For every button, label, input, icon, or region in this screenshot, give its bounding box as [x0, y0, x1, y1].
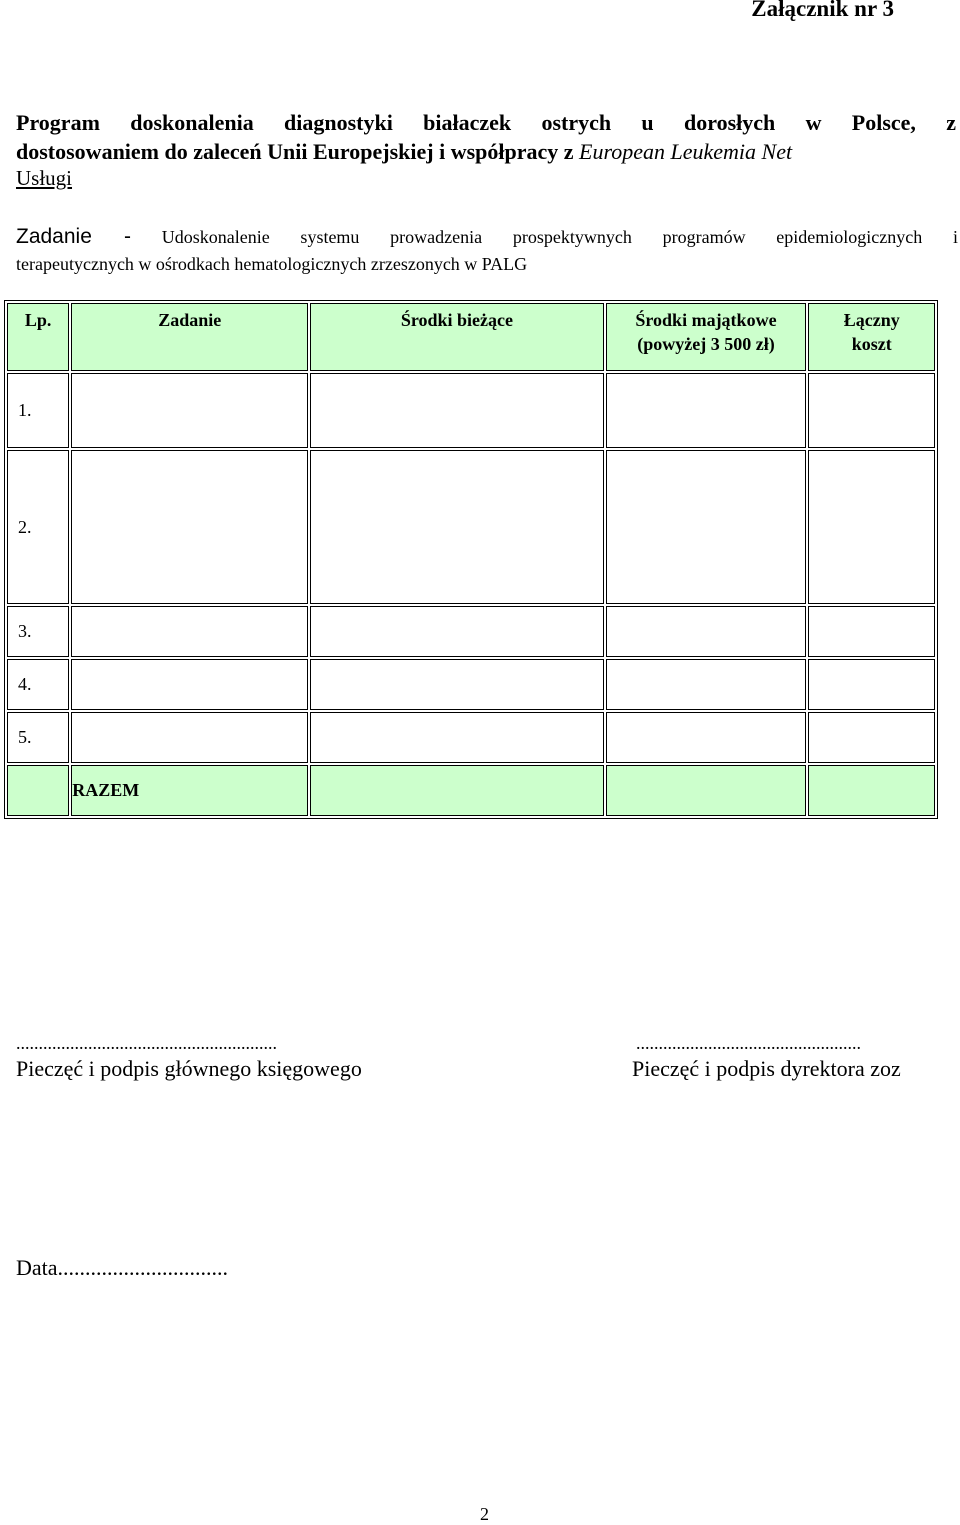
total-cost-cell[interactable] — [808, 765, 935, 816]
task-description — [16, 223, 958, 278]
header-capital-funds — [606, 303, 807, 371]
task-line1 — [16, 223, 958, 251]
row-task-cell[interactable] — [71, 712, 308, 763]
row-capital-cell[interactable] — [606, 712, 807, 763]
total-label: RAZEM — [71, 765, 308, 816]
director-signature-line: .................................................. — [636, 1033, 861, 1053]
row-task-cell[interactable] — [71, 450, 308, 604]
table-header-row — [7, 303, 935, 371]
header-task: Zadanie — [71, 303, 308, 371]
accountant-signature-line: .......................................................... — [16, 1033, 277, 1053]
table-total-row — [7, 765, 935, 816]
header-current-funds: Środki bieżące — [310, 303, 603, 371]
program-title-line1: Program doskonalenia diagnostyki białaczek ostrych u dorosłych w Polsce, z — [16, 110, 956, 135]
row-task-cell[interactable] — [71, 606, 308, 657]
row-lp: 4. — [7, 659, 69, 710]
table-row — [7, 373, 935, 448]
budget-table — [4, 300, 938, 819]
services-label: Usługi — [16, 166, 73, 190]
header-total-cost — [808, 303, 935, 371]
row-current-cell[interactable] — [310, 659, 603, 710]
table-row — [7, 659, 935, 710]
task-label: Zadanie - — [16, 225, 131, 248]
program-title-line2: dostosowaniem do zaleceń Unii Europejskiej i współpracy z — [16, 139, 580, 164]
row-task-cell[interactable] — [71, 373, 308, 448]
row-total-cell[interactable] — [808, 373, 935, 448]
table-row — [7, 606, 935, 657]
row-current-cell[interactable] — [310, 606, 603, 657]
header-capital-line2: (powyżej 3 500 zł) — [637, 334, 775, 354]
row-current-cell[interactable] — [310, 712, 603, 763]
header-total-line2: koszt — [851, 334, 892, 354]
row-lp: 5. — [7, 712, 69, 763]
row-current-cell[interactable] — [310, 373, 603, 448]
total-current-cell[interactable] — [310, 765, 603, 816]
row-total-cell[interactable] — [808, 712, 935, 763]
row-total-cell[interactable] — [808, 659, 935, 710]
row-total-cell[interactable] — [808, 450, 935, 604]
row-current-cell[interactable] — [310, 450, 603, 604]
program-title-italic: European Leukemia Net — [579, 139, 793, 164]
director-signature-label: Pieczęć i podpis dyrektora zoz — [632, 1056, 901, 1081]
row-lp: 2. — [7, 450, 69, 604]
header-lp: Lp. — [7, 303, 69, 371]
program-title — [16, 108, 956, 166]
annex-label: Załącznik nr 3 — [751, 0, 894, 21]
header-total-line1: Łączny — [843, 310, 900, 330]
date-field: Data............................... — [16, 1255, 229, 1280]
row-lp: 3. — [7, 606, 69, 657]
table-row — [7, 712, 935, 763]
total-lp-cell — [7, 765, 69, 816]
accountant-signature-label: Pieczęć i podpis głównego księgowego — [16, 1056, 362, 1081]
row-capital-cell[interactable] — [606, 659, 807, 710]
page-number: 2 — [480, 1504, 489, 1524]
row-capital-cell[interactable] — [606, 373, 807, 448]
row-task-cell[interactable] — [71, 659, 308, 710]
header-capital-line1: Środki majątkowe — [635, 310, 777, 330]
row-lp: 1. — [7, 373, 69, 448]
task-line1-text: Udoskonalenie systemu prowadzenia prospektywnych programów epidemiologicznych i — [161, 227, 959, 247]
total-capital-cell[interactable] — [606, 765, 807, 816]
row-capital-cell[interactable] — [606, 606, 807, 657]
row-capital-cell[interactable] — [606, 450, 807, 604]
task-line2: terapeutycznych w ośrodkach hematologicznych zrzeszonych w PALG — [16, 254, 528, 274]
row-total-cell[interactable] — [808, 606, 935, 657]
table-row — [7, 450, 935, 604]
